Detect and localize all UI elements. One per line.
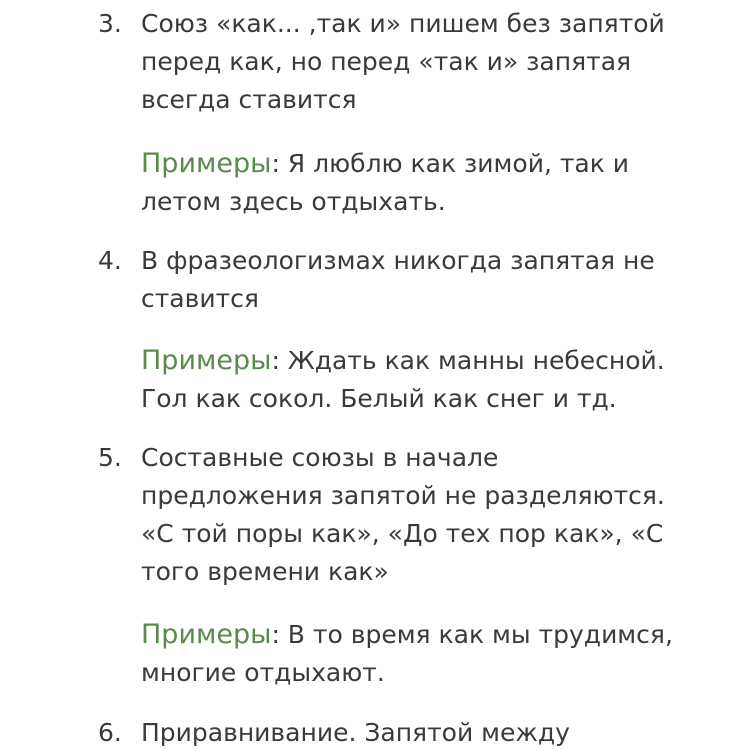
rule-line: того времени как»	[141, 557, 389, 586]
rule-line: Составные союзы в начале	[141, 443, 499, 472]
example-block	[141, 342, 721, 418]
example-label: Примеры	[141, 148, 272, 179]
example-text: : Ждать как манны небесной.	[271, 346, 665, 375]
example-label: Примеры	[141, 345, 272, 376]
item-number: 5.	[98, 443, 122, 472]
item-number: 4.	[98, 246, 122, 275]
example-text: : Я люблю как зимой, так и	[271, 149, 630, 178]
rule-text	[141, 439, 701, 591]
rule-line: В фразеологизмах никогда запятая не	[141, 246, 655, 275]
rule-text	[141, 242, 701, 318]
rule-line: ставится	[141, 284, 259, 313]
item-number: 6.	[98, 718, 122, 747]
example-text: : В то время как мы трудимся,	[271, 620, 673, 649]
example-label: Примеры	[141, 619, 272, 650]
item-number: 3.	[98, 9, 122, 38]
example-text: Гол как сокол. Белый как снег и тд.	[141, 384, 617, 413]
rule-line: всегда ставится	[141, 85, 357, 114]
example-text: летом здесь отдыхать.	[141, 187, 446, 216]
rule-line: Союз «как... ,так и» пишем без запятой	[141, 9, 665, 38]
rule-text	[141, 714, 701, 750]
rule-line: предложения запятой не разделяются.	[141, 481, 665, 510]
rule-text	[141, 5, 701, 119]
rule-line: Приравнивание. Запятой между	[141, 718, 570, 747]
example-text: многие отдыхают.	[141, 658, 385, 687]
rule-line: перед как, но перед «так и» запятая	[141, 47, 632, 76]
rule-line: «С той поры как», «До тех пор как», «С	[141, 519, 664, 548]
example-block	[141, 145, 721, 221]
example-block	[141, 616, 721, 692]
